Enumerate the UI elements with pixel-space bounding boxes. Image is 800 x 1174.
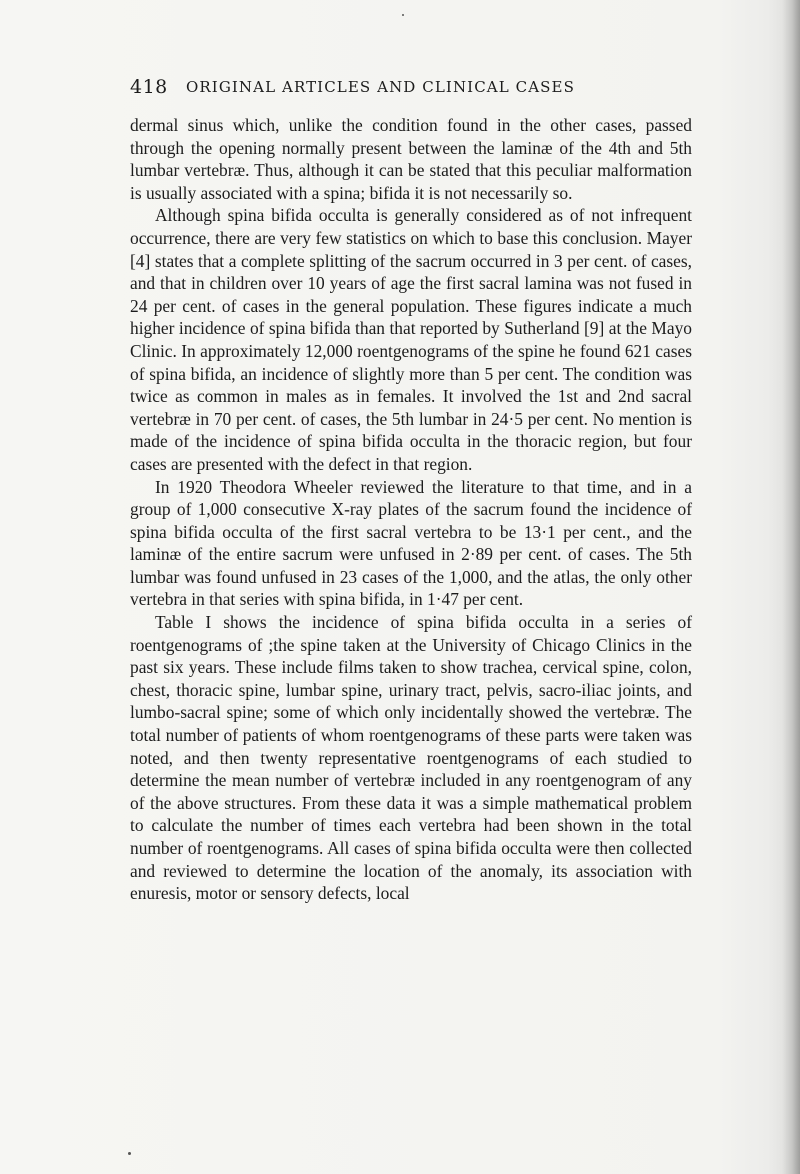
print-speck: [402, 14, 404, 16]
paragraph-4: Table I shows the incidence of spina bifida occulta in a series of roentgenograms of ;the spine taken at the University of Chicago Clinics in the past six years. These include films taken to show trachea, cervical spine, colon, chest, thoracic spine, lumbar spine, urinary tract, pelvis, sacro-iliac joints, and lumbo-sacral spine; some of which only incidentally showed the vertebræ. The total number of patients of whom roentgenograms of these parts were taken was noted, and then twenty representative roentgenograms of each studied to determine the mean number of vertebræ included in any roentgenogram of any of the above structures. From these data it was a simple mathematical problem to calculate the number of times each vertebra had been shown in the total number of roentgenograms. All cases of spina bifida occulta were then collected and reviewed to determine the location of the anomaly, its association with enuresis, motor or sensory defects, local: [130, 612, 692, 904]
running-head: ORIGINAL ARTICLES AND CLINICAL CASES: [186, 78, 575, 96]
paragraph-1: dermal sinus which, unlike the condition found in the other cases, passed through the opening normally present between the laminæ of the 4th and 5th lumbar vertebræ. Thus, although it can be stated that this peculiar malformation is usually associated with a spina; bifida it is not necessarily so.: [130, 115, 692, 203]
page-number: 418: [130, 76, 168, 98]
page-edge-shadow: [782, 0, 800, 1174]
print-speck: [128, 1152, 131, 1155]
paragraph-2: Although spina bifida occulta is generally considered as of not infrequent occurrence, there are very few statistics on which to base this conclusion. Mayer [4] states that a complete splitting of the sacrum occurred in 3 per cent. of cases, and that in children over 10 years of age the first sacral lamina was not fused in 24 per cent. of cases in the general population. These figures indicate a much higher incidence of spina bifida than that reported by Sutherland [9] at the Mayo Clinic. In approximately 12,000 roentgenograms of the spine he found 621 cases of spina bifida, an incidence of slightly more than 5 per cent. The condition was twice as common in males as in females. It involved the 1st and 2nd sacral vertebræ in 70 per cent. of cases, the 5th lumbar in 24·5 per cent. No mention is made of the incidence of spina bifida occulta in the thoracic region, but four cases are presented with the defect in that region.: [130, 205, 692, 474]
article-body: [130, 114, 692, 905]
paragraph-3: In 1920 Theodora Wheeler reviewed the literature to that time, and in a group of 1,000 consecutive X-ray plates of the sacrum found the incidence of spina bifida occulta of the first sacral vertebra to be 13·1 per cent., and the laminæ of the entire sacrum were unfused in 2·89 per cent. of cases. The 5th lumbar was found unfused in 23 cases of the 1,000, and the atlas, the only other vertebra in that series with spina bifida, in 1·47 per cent.: [130, 476, 692, 610]
page-header: [130, 76, 690, 102]
